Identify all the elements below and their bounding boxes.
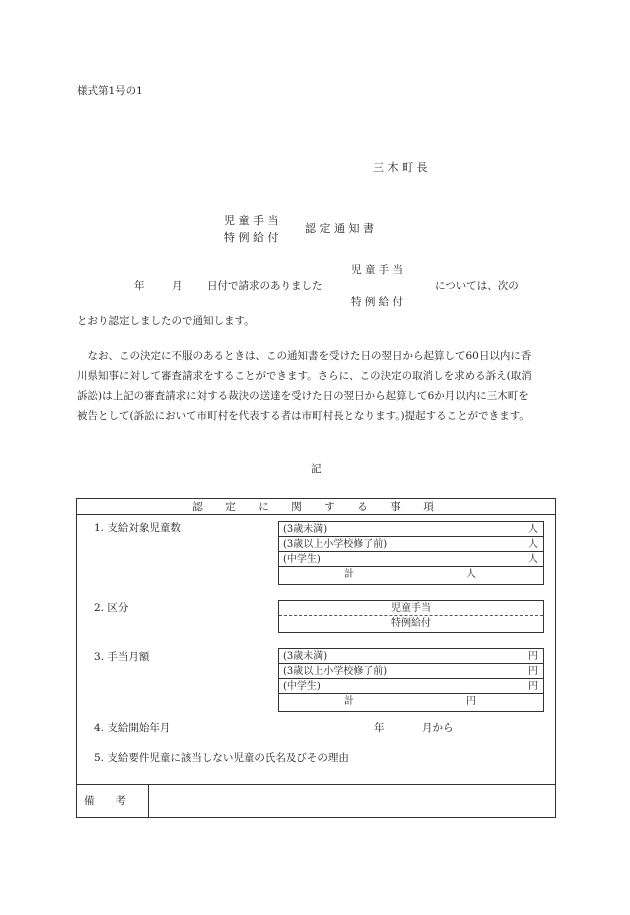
item4-month-from: 月から xyxy=(422,722,454,734)
row-unit: 円 xyxy=(528,666,538,677)
document-title: 認 定 通 知 書 xyxy=(305,222,374,235)
monthly-amount-row xyxy=(279,681,543,694)
row-unit: 円 xyxy=(528,651,538,662)
child-count-total-row xyxy=(279,570,543,582)
child-count-box xyxy=(278,521,544,585)
remarks-label: 備 考 xyxy=(84,795,126,807)
item4-label: 4. 支給開始年月 xyxy=(94,722,171,734)
row-unit: 人 xyxy=(528,554,538,565)
ki-heading: 記 xyxy=(311,463,322,475)
item2-label: 2. 区分 xyxy=(94,602,129,614)
intro-year: 年 xyxy=(134,280,145,292)
monthly-amount-box xyxy=(278,648,544,712)
row-unit: 人 xyxy=(528,524,538,535)
remarks-column-divider xyxy=(148,784,149,818)
monthly-amount-row xyxy=(279,666,543,679)
category-option xyxy=(279,618,543,630)
row-label: (中学生) xyxy=(283,554,321,565)
total-label: 計 xyxy=(344,696,354,707)
row-label: (3歳以上小学校修了前) xyxy=(283,666,388,677)
row-unit: 人 xyxy=(528,539,538,550)
total-unit: 人 xyxy=(466,569,476,580)
row-label: (中学生) xyxy=(283,681,321,692)
row-unit: 円 xyxy=(528,681,538,692)
row-label: (3歳未満) xyxy=(283,524,328,535)
item1-label: 1. 支給対象児童数 xyxy=(94,522,181,534)
intro-continuation: とおり認定しましたので通知します。 xyxy=(77,315,255,327)
child-count-row xyxy=(279,539,543,552)
category-option-label: 特例給付 xyxy=(391,618,431,629)
header-divider xyxy=(76,514,556,515)
item3-label: 3. 手当月額 xyxy=(94,651,150,663)
monthly-amount-row xyxy=(279,651,543,664)
intro-date-suffix: 日付で請求のありました xyxy=(207,280,323,292)
intro-regarding: については、次の xyxy=(435,280,519,292)
appeal-notice: なお、この決定に不服のあるときは、この通知書を受けた日の翌日から起算して60日以内に香川県知事に対して審査請求をすることができます。さらに、この決定の取消しを求める訴え(取消訴訟)は上記の審査請求に対する裁決の送達を受けた日の翌日から起算して6か月以内に三木町を被告として(訴訟において市町村を代表する者は市町村長となります。)提起することができます。 xyxy=(77,350,532,422)
title-allowance-line1: 児 童 手 当 xyxy=(224,214,279,227)
item5-label: 5. 支給要件児童に該当しない児童の氏名及びその理由 xyxy=(94,752,349,764)
total-unit: 円 xyxy=(466,696,476,707)
intro-month: 月 xyxy=(172,280,183,292)
monthly-amount-total-row xyxy=(279,697,543,709)
row-label: (3歳以上小学校修了前) xyxy=(283,539,388,550)
child-count-row xyxy=(279,524,543,537)
category-option-label: 児童手当 xyxy=(391,603,431,614)
child-count-row xyxy=(279,554,543,567)
form-number: 様式第1号の1 xyxy=(77,85,143,97)
table-header: 認 定 に 関 す る 事 項 xyxy=(192,501,440,513)
issuer: 三 木 町 長 xyxy=(373,161,428,174)
item4-year: 年 xyxy=(374,722,385,734)
total-label: 計 xyxy=(344,569,354,580)
category-box xyxy=(278,600,544,633)
category-option xyxy=(279,603,543,616)
intro-allowance-line2: 特 例 給 付 xyxy=(351,296,404,308)
intro-allowance-line1: 児 童 手 当 xyxy=(351,264,404,276)
row-label: (3歳未満) xyxy=(283,651,328,662)
title-allowance-line2: 特 例 給 付 xyxy=(224,231,279,244)
